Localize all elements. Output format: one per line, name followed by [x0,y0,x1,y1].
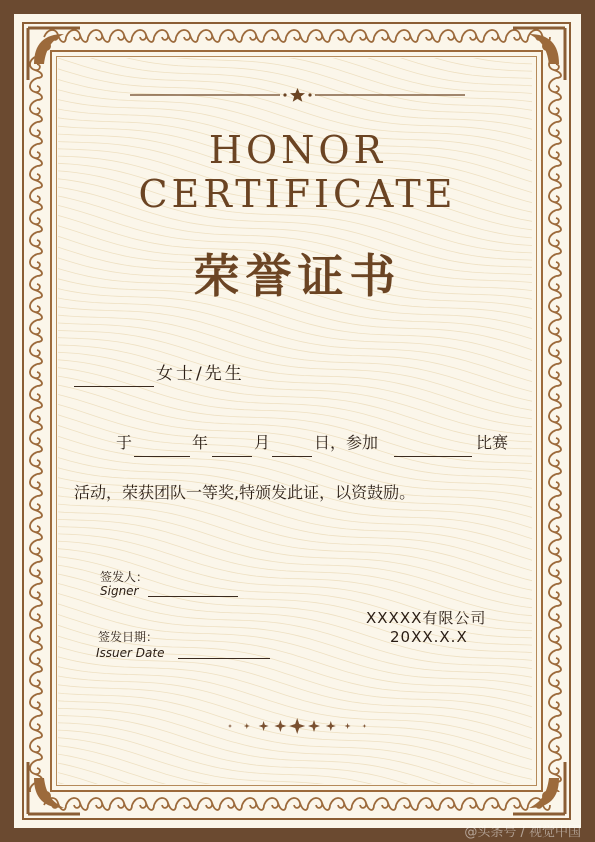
event-blank [394,456,472,457]
issue-date-line [178,658,270,659]
corner-ornament-bottom-right [509,758,569,818]
corner-ornament-bottom-left [24,758,84,818]
signer-label-en: Signer [100,584,139,598]
body-event-suffix: 比赛 [476,433,509,452]
sparkle-star [345,723,351,729]
sparkle-star [274,720,286,732]
corner-ornament-top-left [24,24,84,84]
ornament-top [24,24,569,50]
scroll-ornament-top [24,24,569,50]
recipient-suffix: 女士/先生 [156,364,245,384]
ornament-bottom [24,792,569,818]
signer-line [148,596,238,597]
year-blank [134,456,190,457]
body-line2: 活动，荣获团队一等奖,特颁发此证，以资鼓励。 [74,483,416,502]
body-prefix: 于 [116,433,133,452]
bottom-star-divider [222,716,372,736]
top-divider-star [130,86,465,104]
sparkle-star [326,721,336,731]
sparkle-star [289,718,305,734]
month-blank [212,456,252,457]
sparkle-star [244,723,250,729]
body-year: 年 [192,433,209,452]
day-blank [272,456,312,457]
issue-date-value: 20XX.X.X [390,628,468,646]
recipient-name-line [74,386,154,387]
body-month: 月 [254,433,271,452]
sparkle-star [362,724,366,728]
title-en-line2: CERTIFICATE [138,172,457,216]
scroll-ornament-bottom [24,792,569,818]
signer-label-cn: 签发人： [100,570,149,584]
title-cn: 荣誉证书 [193,249,402,303]
company-name: XXXXX有限公司 [366,609,487,627]
watermark: @头条号 / 视觉中国 [464,825,581,840]
issue-date-label-en: Issuer Date [96,646,165,660]
title-en-line1: HONOR [208,128,387,172]
corner-ornament-top-right [509,24,569,84]
sparkle-star [308,720,320,732]
issue-date-label-cn: 签发日期： [98,630,159,644]
sparkle-star [259,721,269,731]
sparkle-star [228,724,232,728]
body-day: 日，参加 [314,433,379,452]
